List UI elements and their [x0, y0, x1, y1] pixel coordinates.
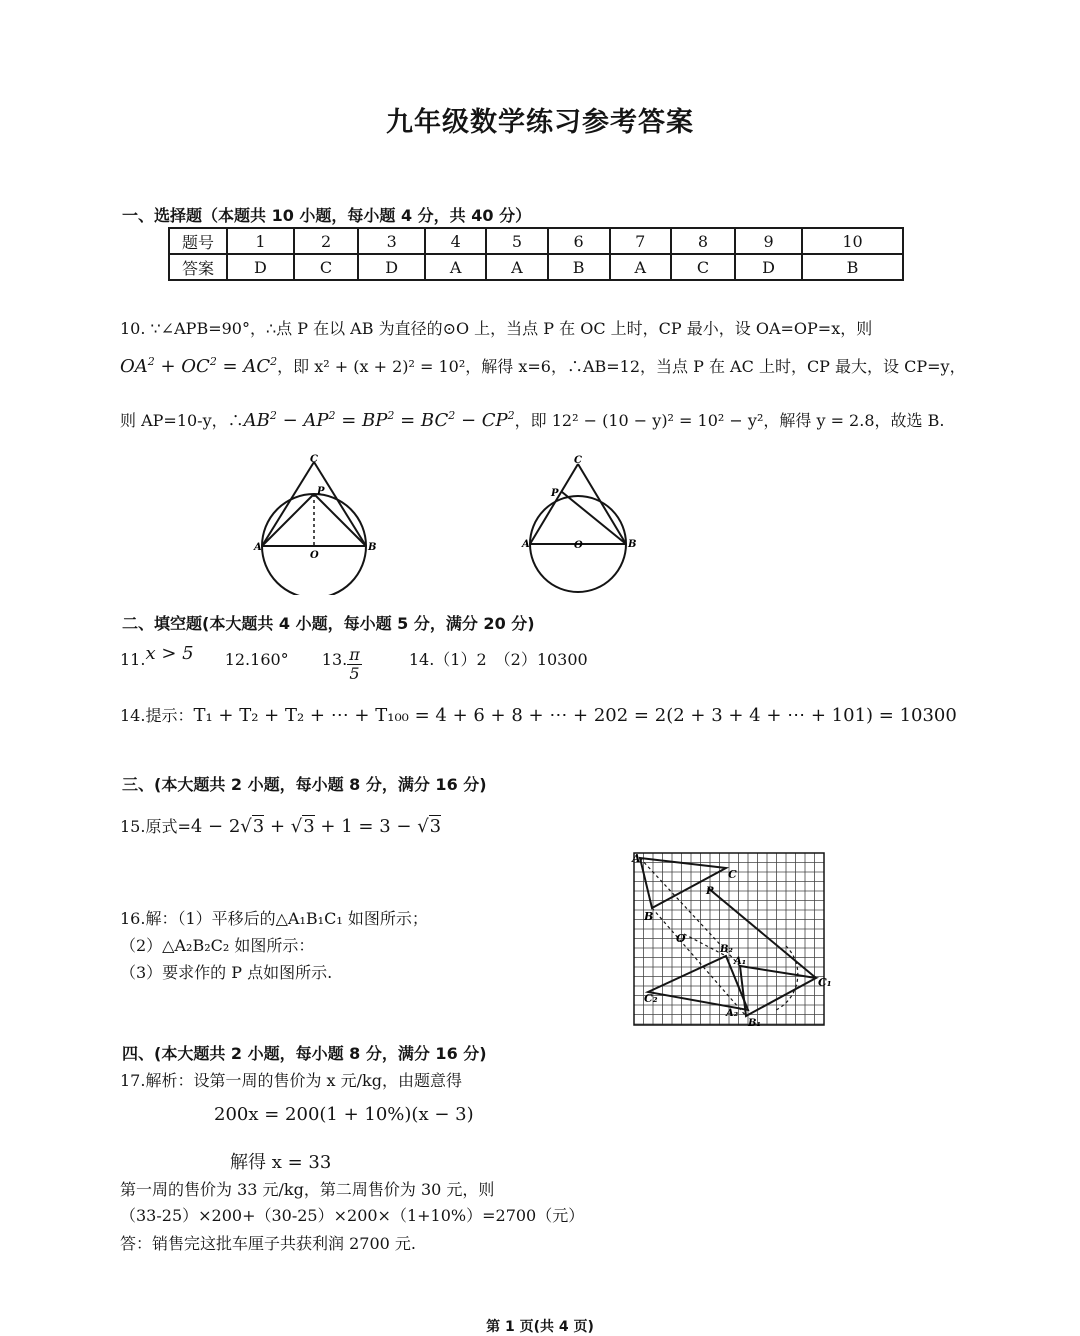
label-b-left: B: [368, 542, 377, 553]
grid-label-b2: B₂: [720, 944, 733, 955]
q17-solution: 解得 x = 33: [230, 1152, 332, 1173]
label-a-left: A: [254, 542, 262, 553]
table-answer-label: 答案: [169, 254, 227, 280]
label-c-right: C: [574, 455, 582, 466]
table-cell: 4: [425, 228, 486, 254]
line-bc-right: [578, 464, 626, 544]
table-cell: D: [358, 254, 425, 280]
answer-14: 14.（1）2 （2）10300: [408, 650, 588, 669]
grid-label-c2: C₂: [644, 992, 658, 1005]
table-cell: 10: [802, 228, 903, 254]
answer-12: 12.160°: [224, 650, 289, 669]
table-cell: A: [486, 254, 547, 280]
answer-table: [168, 227, 904, 281]
q15-expr: 4 − 2√3 + √3 + 1 = 3 − √3: [190, 816, 442, 837]
grid-label-c1: C₁: [818, 976, 832, 989]
table-cell: B: [548, 254, 610, 280]
q10-equation-1: $OA^2 + OC^2 = AC^2$: [120, 355, 278, 377]
figure-left: [262, 462, 366, 595]
grid-label-a2: A₂: [726, 1008, 739, 1019]
q16-line3: （3）要求作的 P 点如图所示.: [120, 963, 333, 982]
q10-line2: [120, 354, 966, 377]
line-ac-right: [530, 464, 578, 544]
q17-line4: 第一周的售价为 33 元/kg，第二周售价为 30 元，则: [120, 1180, 495, 1199]
section3-heading: 三、(本大题共 2 小题，每小题 8 分，满分 16 分): [122, 775, 487, 794]
table-cell: 2: [294, 228, 358, 254]
fraction-numerator: π: [349, 645, 360, 664]
q16-grid-figure: [626, 848, 840, 1032]
q10-figures: [240, 450, 660, 595]
q15-label: 15.原式=: [120, 817, 191, 836]
table-header-label: 题号: [169, 228, 227, 254]
hint-14-expr: T₁ + T₂ + T₂ + ⋯ + T₁₀₀ = 4 + 6 + 8 + ⋯ + 202 = 2(2 + 3 + 4 + ⋯ + 101) = 10300: [193, 705, 957, 726]
section4-heading: 四、(本大题共 2 小题，每小题 8 分，满分 16 分): [122, 1044, 487, 1063]
grid-label-a1: A₁: [734, 956, 747, 967]
table-cell: B: [802, 254, 903, 280]
hint-14-label: 14.提示：: [120, 706, 194, 725]
figure-right: [530, 464, 626, 592]
q10-line3-a: 则 AP=10-y，∴: [120, 411, 244, 430]
table-cell: 8: [671, 228, 735, 254]
label-c-left: C: [310, 454, 318, 465]
sqrt-3: 3: [429, 816, 442, 837]
table-row-answers: [169, 254, 903, 280]
table-cell: 7: [610, 228, 671, 254]
hint-14: [120, 703, 957, 726]
line-ac-left: [262, 462, 314, 546]
dashed-arc: [776, 946, 798, 1010]
q17-equation: 200x = 200(1 + 10%)(x − 3): [214, 1104, 474, 1125]
grid-label-a: A: [632, 852, 641, 865]
grid-label-p: P: [706, 886, 714, 897]
line-bc-left: [314, 462, 366, 546]
page-title: 九年级数学练习参考答案: [386, 107, 694, 138]
sqrt-3: 3: [252, 816, 265, 837]
table-cell: 9: [735, 228, 802, 254]
answer-11-label: 11.: [120, 650, 146, 669]
label-p-left: P: [317, 486, 325, 497]
section1-heading: 一、选择题（本题共 10 小题，每小题 4 分，共 40 分）: [122, 206, 532, 225]
section2-answers: [120, 642, 588, 683]
answer-11-expr: x > 5: [145, 643, 194, 664]
q10-equation-2: $AB^2 - AP^2 = BP^2 = BC^2 - CP^2$: [243, 409, 515, 431]
q16-line1: 16.解：（1）平移后的△A₁B₁C₁ 如图所示；: [120, 909, 428, 928]
grid-label-o: O: [676, 932, 686, 945]
table-cell: A: [425, 254, 486, 280]
table-cell: A: [610, 254, 671, 280]
page-footer: 第 1 页(共 4 页): [486, 1319, 594, 1335]
table-cell: 1: [227, 228, 294, 254]
label-p-right: P: [551, 488, 559, 499]
q15-expr-b: +: [264, 816, 291, 837]
q10-line2-text: ，即 x² + (x + 2)² = 10²，解得 x=6，∴AB=12，当点 P 在 AC 上时，CP 最大，设 CP=y，: [277, 357, 966, 376]
q16-line2: （2）△A₂B₂C₂ 如图所示：: [120, 936, 315, 955]
grid-label-b1: B₁: [748, 1018, 761, 1029]
label-o-left: O: [310, 550, 319, 561]
q15-line: [120, 814, 441, 837]
triangle-a2b2c2: [648, 956, 748, 1010]
section2-heading: 二、填空题(本大题共 4 小题，每小题 5 分，满分 20 分): [122, 614, 535, 633]
dashed-b-b1: [652, 908, 746, 1016]
table-cell: C: [671, 254, 735, 280]
table-cell: 3: [358, 228, 425, 254]
answer-13-label: 13.: [321, 650, 348, 669]
table-cell: 5: [486, 228, 547, 254]
q10-line1: 10. ∵∠APB=90°，∴点 P 在以 AB 为直径的⊙O 上，当点 P 在 OC 上时，CP 最小，设 OA=OP=x，则: [120, 319, 873, 338]
sqrt-3: 3: [303, 816, 315, 837]
q10-line3: [120, 408, 944, 431]
q17-answer: 答：销售完这批车厘子共获利润 2700 元.: [120, 1234, 416, 1253]
label-a-right: A: [522, 539, 530, 550]
answer-13-fraction: [347, 646, 362, 683]
fraction-denominator: 5: [349, 664, 360, 683]
table-cell: 6: [548, 228, 610, 254]
q15-expr-a: 4 − 2: [190, 816, 241, 837]
table-cell: C: [294, 254, 358, 280]
line-p-c1: [708, 888, 816, 978]
label-o-right: O: [574, 540, 583, 551]
table-cell: D: [227, 254, 294, 280]
q10-line3-b: ，即 12² − (10 − y)² = 10² − y²，解得 y = 2.8，故选 B.: [514, 411, 945, 430]
q17-line1: 17.解析：设第一周的售价为 x 元/kg，由题意得: [120, 1071, 462, 1090]
grid-label-c: C: [728, 868, 737, 881]
table-cell: D: [735, 254, 802, 280]
grid-label-b: B: [644, 910, 654, 923]
q15-expr-c: + 1 = 3 −: [314, 816, 418, 837]
label-b-right: B: [628, 539, 637, 550]
q17-line5: （33-25）×200+（30-25）×200×（1+10%）=2700（元）: [120, 1206, 585, 1225]
table-row-numbers: [169, 228, 903, 254]
